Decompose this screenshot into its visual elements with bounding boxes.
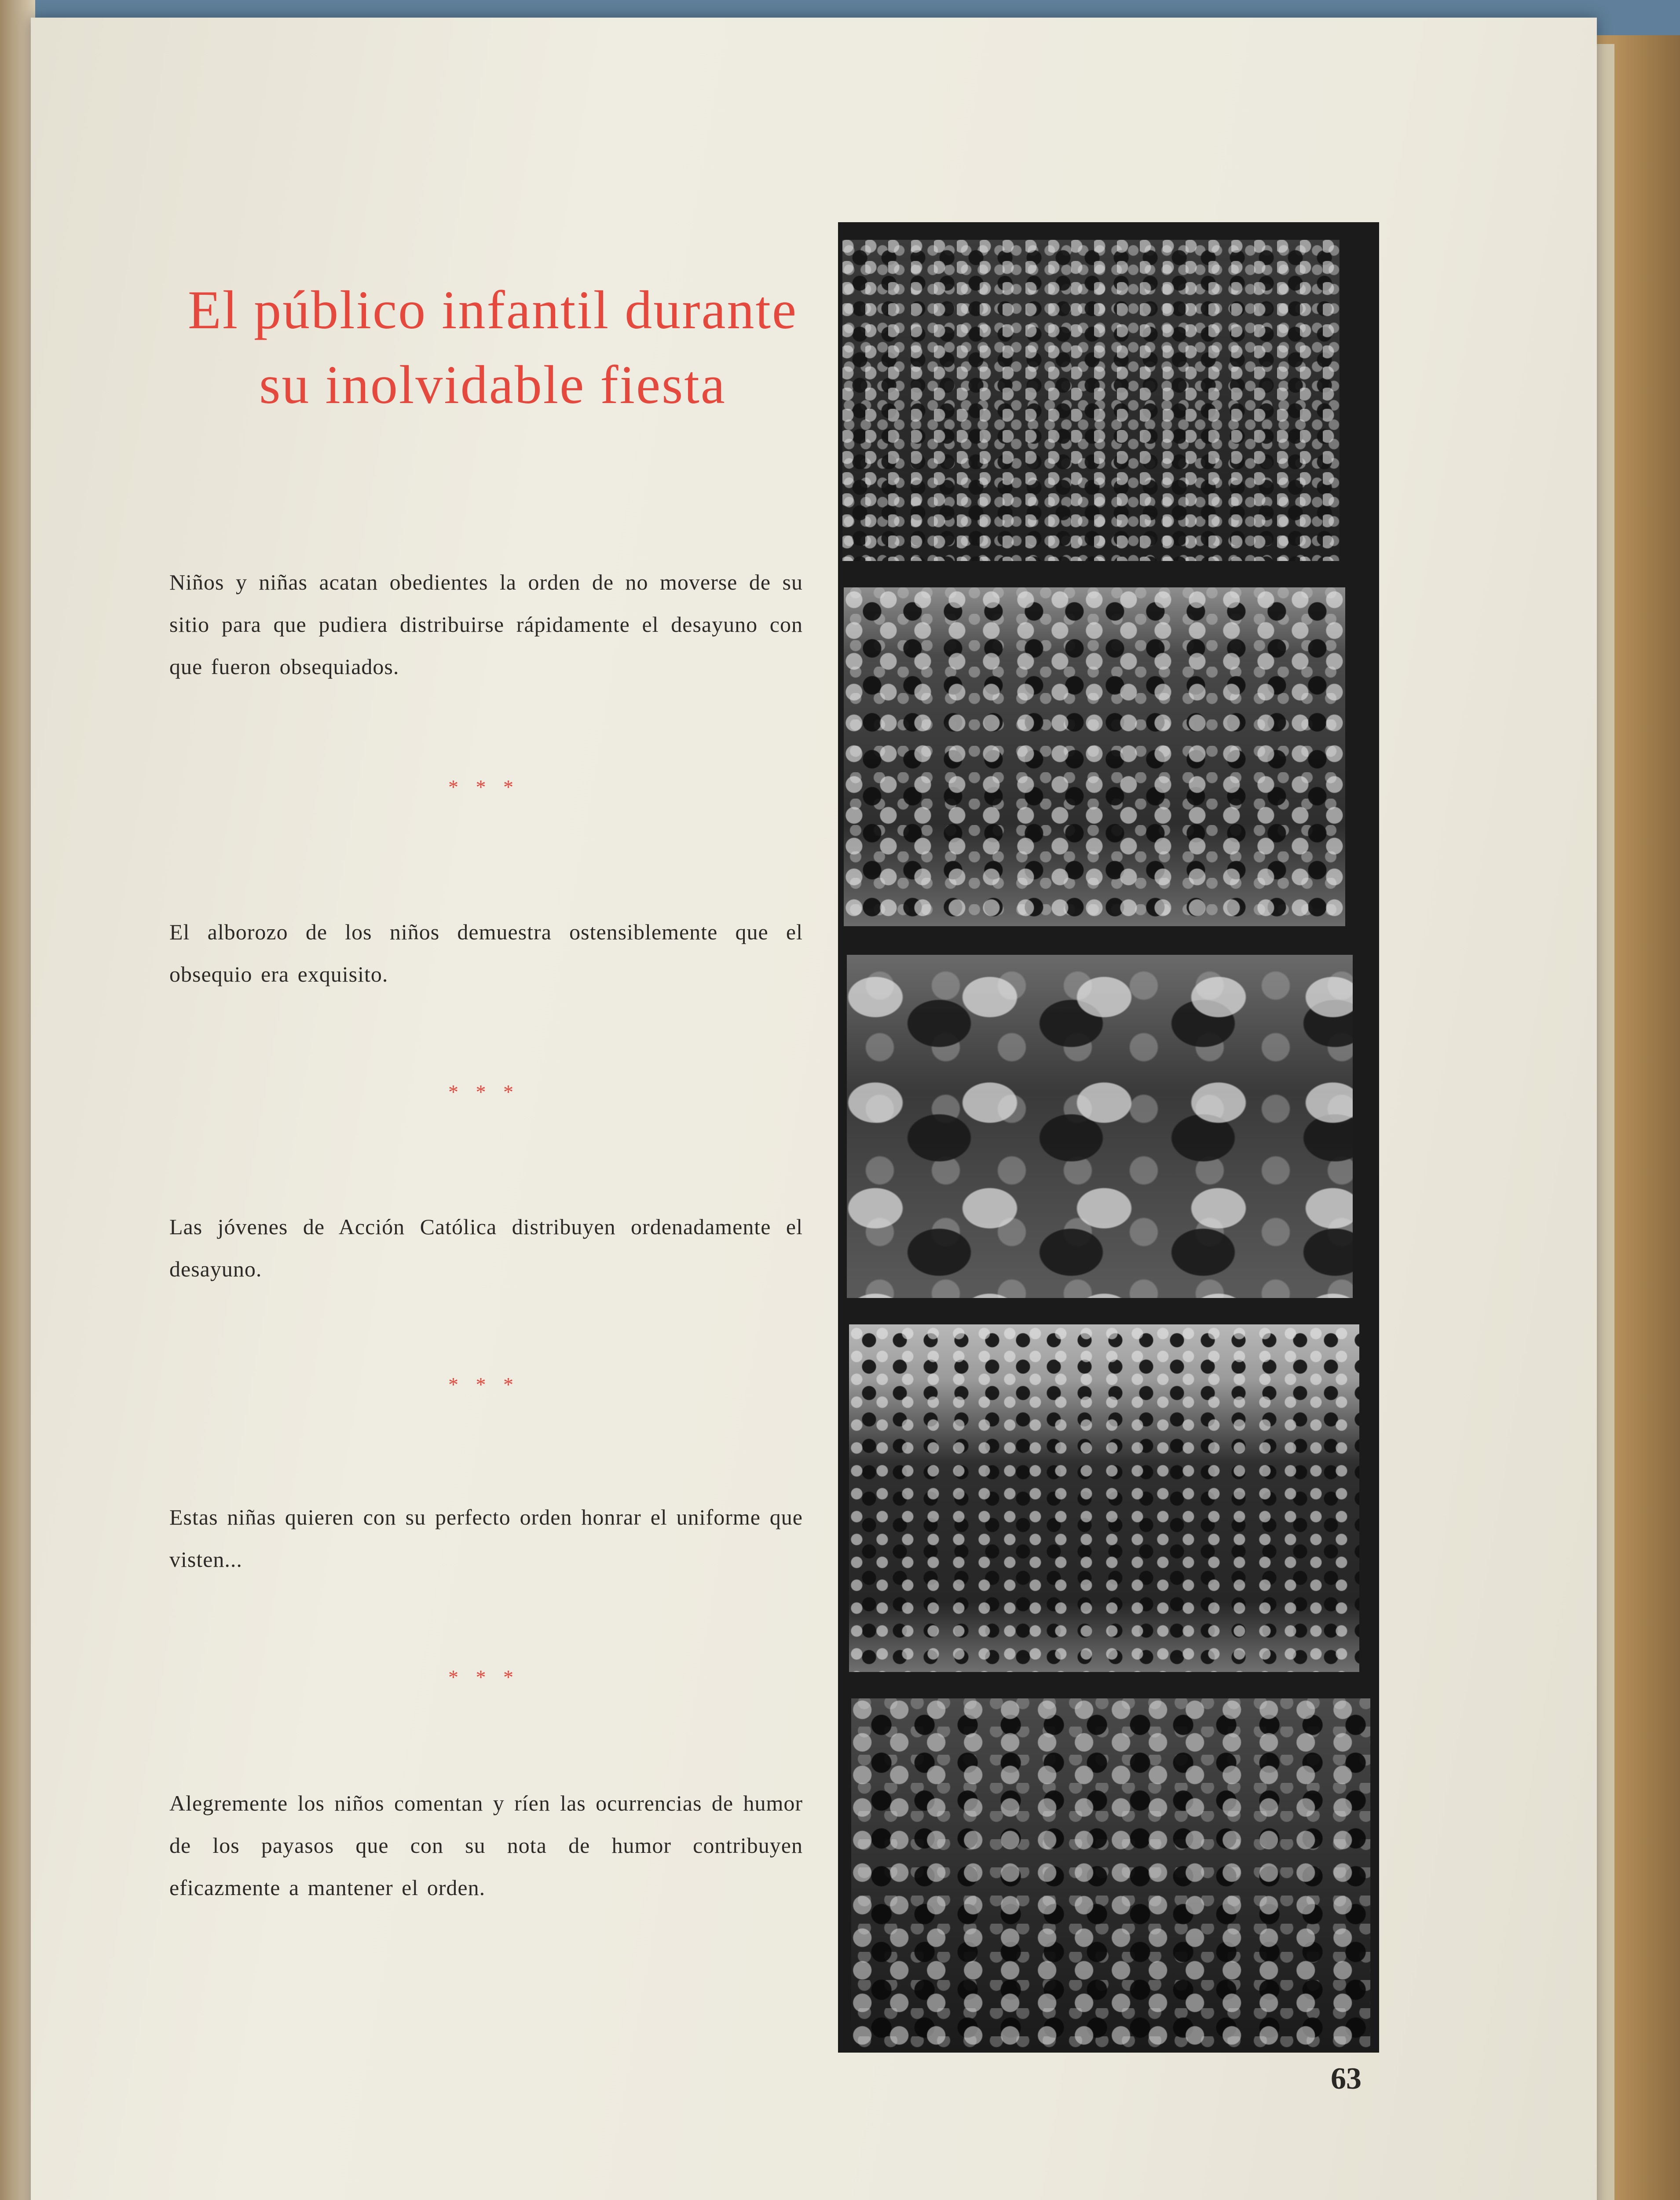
caption-4: Estas niñas quieren con su perfecto orden honrar el uniforme que visten...	[169, 1505, 803, 1572]
photo-seated-crowd	[842, 240, 1340, 561]
caption-3: Las jóvenes de Acción Católica distribuyen ordenadamente el desayuno.	[169, 1214, 803, 1281]
photo-laughing-children	[851, 1698, 1370, 2050]
separator-stars-2: * * *	[448, 1081, 520, 1103]
title-line-2: su inolvidable fiesta	[259, 355, 726, 415]
separator-stars-4: * * *	[448, 1666, 520, 1688]
page-number: 63	[1331, 2062, 1362, 2096]
photo-uniformed-girls	[849, 1324, 1359, 1672]
book-left-edge	[0, 0, 35, 2200]
caption-5: Alegremente los niños comentan y ríen las ocurrencias de humor de los payasos que con su nota de humor contribuyen eficazmente a mantener el orden.	[169, 1791, 803, 1900]
title-line-1: El público infantil durante	[187, 280, 798, 340]
separator-stars-3: * * *	[448, 1373, 520, 1396]
page-title	[141, 273, 845, 422]
caption-2: El alborozo de los niños demuestra ostensiblemente que el obsequio era exquisito.	[169, 920, 803, 986]
separator-stars-1: * * *	[448, 776, 520, 798]
photo-children-eating	[844, 587, 1345, 926]
photo-breakfast-distribution	[847, 955, 1353, 1298]
caption-1: Niños y niñas acatan obedientes la orden de no moverse de su sitio para que pudiera distribuirse rápidamente el desayuno con que fueron obsequiados.	[169, 570, 803, 679]
